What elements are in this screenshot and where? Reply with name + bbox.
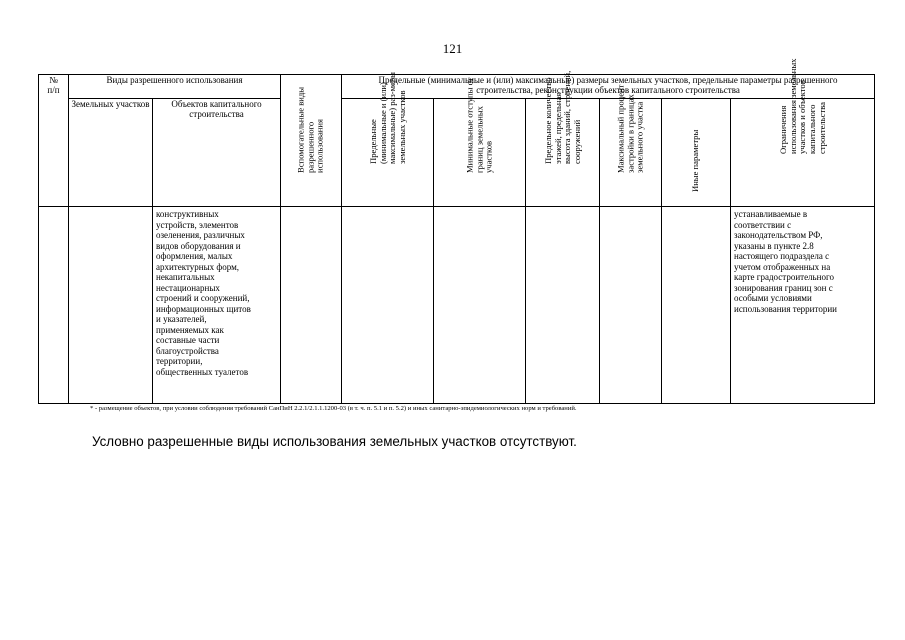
cell-capital-objects: [153, 207, 281, 404]
cell-other: [662, 207, 731, 404]
footnote: * - размещение объектов, при условии соблюдения требований СанПиН 2.2.1/2.1.1.1200-03 (в т. ч. п. 5.1 и п. 5.2) и иных санитарно-эпидемиологических норм и требований.: [90, 405, 577, 412]
cell-auxiliary: [281, 207, 342, 404]
header-setbacks: [434, 77, 526, 207]
header-setbacks-text: Минимальные отступы от границ земельных участков: [464, 77, 494, 174]
cell-restrictions-text: устанавливаемые в соответствии с законодательством РФ, указаны в пункте 2.8 настоящего подраздела с учетом отображенных на карте градостроительного зонирования границ зон с особыми условиями использования территории: [734, 209, 837, 314]
page-number: 121: [442, 41, 463, 56]
header-other-text: Иные параметры: [690, 130, 701, 193]
header-auxiliary-text: Вспомогательные виды разрешенного использования: [295, 87, 325, 174]
cell-land-plots: [69, 207, 153, 404]
header-capital-objects: Объектов капитального строительства: [153, 99, 281, 207]
zoning-table: [38, 58, 875, 404]
cell-restrictions: [731, 207, 875, 404]
header-auxiliary: [281, 75, 342, 207]
header-land-plots: Земельных участков: [69, 99, 153, 207]
cell-floors: [526, 207, 600, 404]
cell-plot-sizes: [342, 207, 434, 404]
conclusion-text: Условно разрешенные виды использования земельных участков отсутствуют.: [92, 434, 577, 449]
header-other: [662, 99, 731, 207]
header-limits-group: Предельные (минимальные и (или) максимальные) размеры земельных участков, предельные параметры разрешенного строительства, реконструкции объектов капитального строительства: [342, 75, 875, 99]
header-plot-sizes-text: Предельные (минимальные и (или) максимальные) раз-меры земельных участков: [367, 71, 407, 164]
header-plot-sizes: [342, 71, 434, 207]
cell-setbacks: [434, 207, 526, 404]
header-floors-text: Предельное количество этажей, предельная высота зданий, строений, сооружений: [542, 70, 582, 164]
cell-num: [39, 207, 69, 404]
header-types-group: Виды разрешенного использования: [69, 75, 281, 99]
header-coverage-text: Максимальный процент застройки в границах земельного участка: [615, 84, 645, 174]
header-restrictions-text: Ограничения использования земельных участков и объектов капитального строительства: [777, 58, 826, 154]
header-restrictions: [731, 58, 875, 207]
table-row: [39, 207, 875, 404]
cell-capital-objects-text: конструктивных устройств, элементов озеленения, различных видов оборудования и оформления, малых архитектурных форм, некапитальных нестационарных строений и сооружений, информационных щитов и указателей, применяемых как составные части благоустройства территории, общественных туалетов: [156, 209, 251, 377]
header-floors: [526, 70, 600, 207]
header-num: № п/п: [39, 75, 69, 207]
cell-coverage: [600, 207, 662, 404]
header-coverage: [600, 84, 662, 207]
